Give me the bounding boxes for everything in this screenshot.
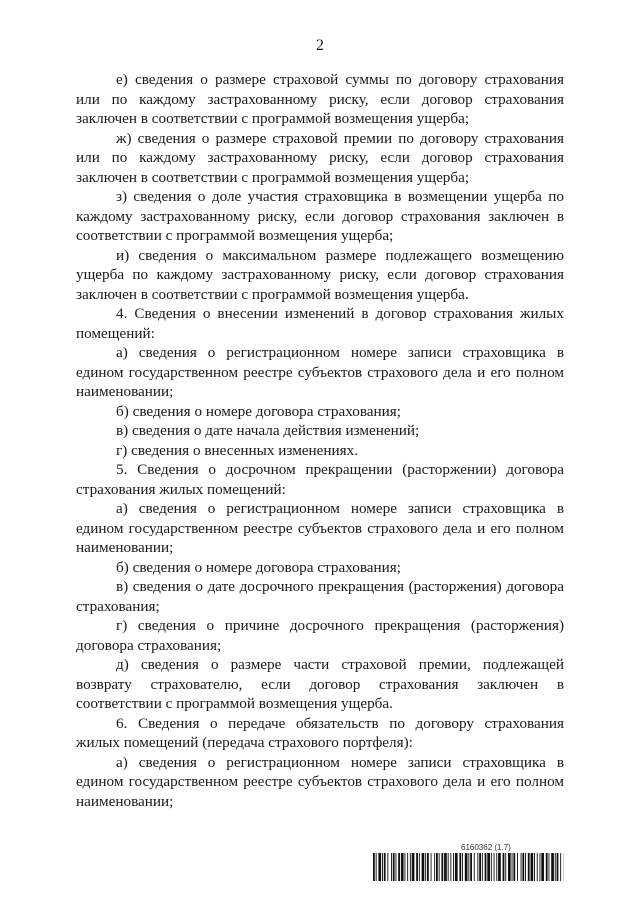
paragraph: з) сведения о доле участия страховщика в возмещении ущерба по каждому застрахованному риску, если договор страхования заключен в соответствии с программой возмещения ущерба; — [76, 188, 564, 244]
page-number: 2 — [316, 37, 324, 54]
paragraph: в) сведения о дате начала действия изменений; — [116, 422, 420, 439]
barcode-icon — [373, 853, 564, 881]
paragraph: д) сведения о размере части страховой премии, подлежащей возврату страхователю, если договор страхования заключен в соответствии с программой возмещения ущерба. — [76, 656, 564, 712]
document-body — [76, 70, 564, 811]
paragraph: г) сведения о причине досрочного прекращения (расторжения) договора страхования; — [76, 617, 564, 654]
paragraph: ж) сведения о размере страховой премии по договору страхования или по каждому застрахованному риску, если договор страхования заключен в соответствии с программой возмещения ущерба; — [76, 129, 564, 186]
paragraph: б) сведения о номере договора страхования; — [116, 558, 401, 576]
paragraph: и) сведения о максимальном размере подлежащего возмещению ущерба по каждому застрахованному риску, если договор страхования заключен в соответствии с программой возмещения ущерба. — [76, 246, 564, 303]
section-heading: 5. Сведения о досрочном прекращении (расторжении) договора страхования жилых помещений: — [76, 461, 564, 498]
paragraph: б) сведения о номере договора страхования; — [116, 402, 401, 420]
document-code: 6160362 (1.7) — [461, 843, 511, 852]
paragraph: г) сведения о внесенных изменениях. — [116, 441, 359, 459]
section-heading: 6. Сведения о передаче обязательств по договору страхования жилых помещений (передача страхового портфеля): — [76, 714, 564, 751]
paragraph: е) сведения о размере страховой суммы по договору страхования или по каждому застрахованному риску, если договор страхования заключен в соответствии с программой возмещения ущерба; — [76, 71, 564, 127]
paragraph: в) сведения о дате досрочного прекращения (расторжения) договора страхования; — [76, 578, 564, 615]
paragraph: а) сведения о регистрационном номере записи страховщика в едином государственном реестре субъектов страхового дела и его полном наименовании; — [76, 344, 564, 400]
section-heading: 4. Сведения о внесении изменений в договор страхования жилых помещений: — [76, 305, 564, 342]
paragraph: а) сведения о регистрационном номере записи страховщика в едином государственном реестре субъектов страхового дела и его полном наименовании; — [76, 753, 564, 810]
paragraph: а) сведения о регистрационном номере записи страховщика в едином государственном реестре субъектов страхового дела и его полном наименовании; — [76, 500, 564, 556]
